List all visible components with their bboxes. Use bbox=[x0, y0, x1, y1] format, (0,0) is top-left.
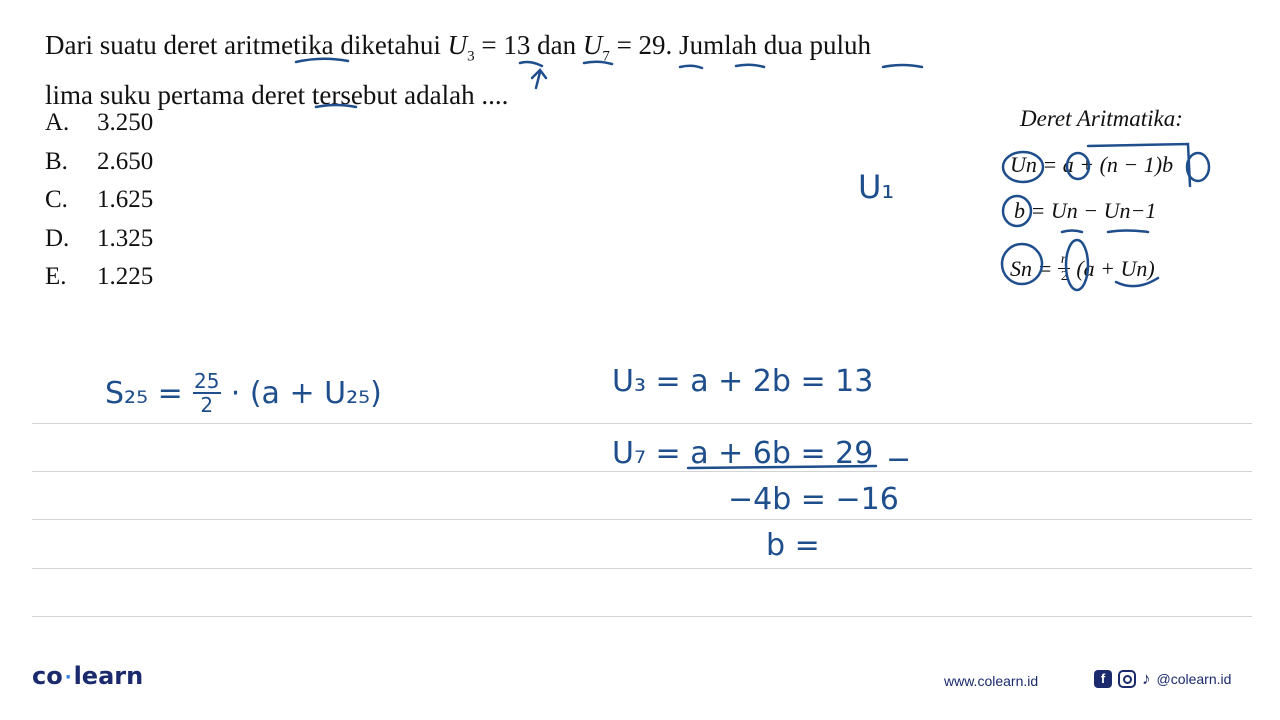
underline-u3 bbox=[520, 62, 542, 66]
fraction-n-over-2: $\frac{n}{2}$ bbox=[1058, 252, 1070, 285]
handwritten-u3-equation: U₃ = a + 2b = 13 bbox=[612, 364, 874, 399]
formula-un: Un = a + (n − 1)b bbox=[1010, 152, 1174, 177]
handwritten-minus-sign: − bbox=[886, 442, 912, 477]
formula-sn: Sn = $\frac{n}{2}$ (a + Un) bbox=[1010, 252, 1155, 284]
option-d[interactable]: D. 1.325 bbox=[45, 224, 154, 252]
instagram-icon[interactable] bbox=[1118, 670, 1136, 688]
underline-un bbox=[1062, 231, 1082, 233]
handwritten-b-result: b = bbox=[766, 528, 820, 563]
handwritten-u1: U₁ bbox=[858, 168, 895, 206]
option-c[interactable]: C. 1.625 bbox=[45, 186, 154, 213]
formula-b: b = Un − Un−1 bbox=[1014, 198, 1157, 223]
underline-29 bbox=[736, 65, 764, 67]
circle-n-over-2 bbox=[1066, 240, 1088, 290]
underline-a-plus-un bbox=[1116, 278, 1158, 286]
arrow-adalah bbox=[532, 70, 546, 88]
formula-box-title: Deret Aritmatika: bbox=[1020, 106, 1183, 131]
circle-un bbox=[1003, 152, 1043, 182]
facebook-icon[interactable]: f bbox=[1094, 670, 1112, 688]
underline-metika bbox=[296, 59, 348, 62]
handwritten-s25: S₂₅ = $\frac{25}{2}$ · (a + U₂₅) bbox=[105, 369, 382, 417]
handwritten-fraction: $\frac{25}{2}$ bbox=[194, 369, 220, 417]
circle-sn bbox=[1002, 244, 1042, 284]
social-links bbox=[1094, 669, 1231, 689]
underline-13 bbox=[584, 62, 612, 64]
option-e[interactable]: E. 1.225 bbox=[45, 263, 154, 290]
website-link[interactable]: www.colearn.id bbox=[944, 673, 1039, 689]
tiktok-icon[interactable]: ♪ bbox=[1142, 669, 1151, 688]
circle-b-2 bbox=[1003, 196, 1031, 226]
circle-a bbox=[1067, 153, 1089, 179]
question-line-1: Dari suatu deret aritmetika diketahui $U_3 = 13$ dan $U_7 = 29$. Jumlah dua puluh bbox=[45, 30, 872, 65]
question-line-2: lima suku pertama deret tersebut adalah .... bbox=[45, 80, 509, 111]
option-a[interactable]: A. 3.250 bbox=[45, 109, 154, 136]
underline-dua bbox=[883, 65, 922, 67]
underline-deret bbox=[316, 105, 356, 107]
handwritten-u7-equation: U₇ = a + 6b = 29 bbox=[612, 436, 874, 471]
option-b[interactable]: B. 2.650 bbox=[45, 147, 154, 175]
handwritten-difference: −4b = −16 bbox=[728, 482, 899, 517]
social-handle: @colearn.id bbox=[1156, 671, 1232, 687]
box-n-minus-1 bbox=[1088, 144, 1190, 186]
colearn-logo[interactable]: co ·learn bbox=[32, 662, 144, 690]
underline-u7 bbox=[680, 66, 702, 68]
rule-under-u7 bbox=[688, 466, 876, 468]
underline-un-1 bbox=[1108, 231, 1148, 233]
